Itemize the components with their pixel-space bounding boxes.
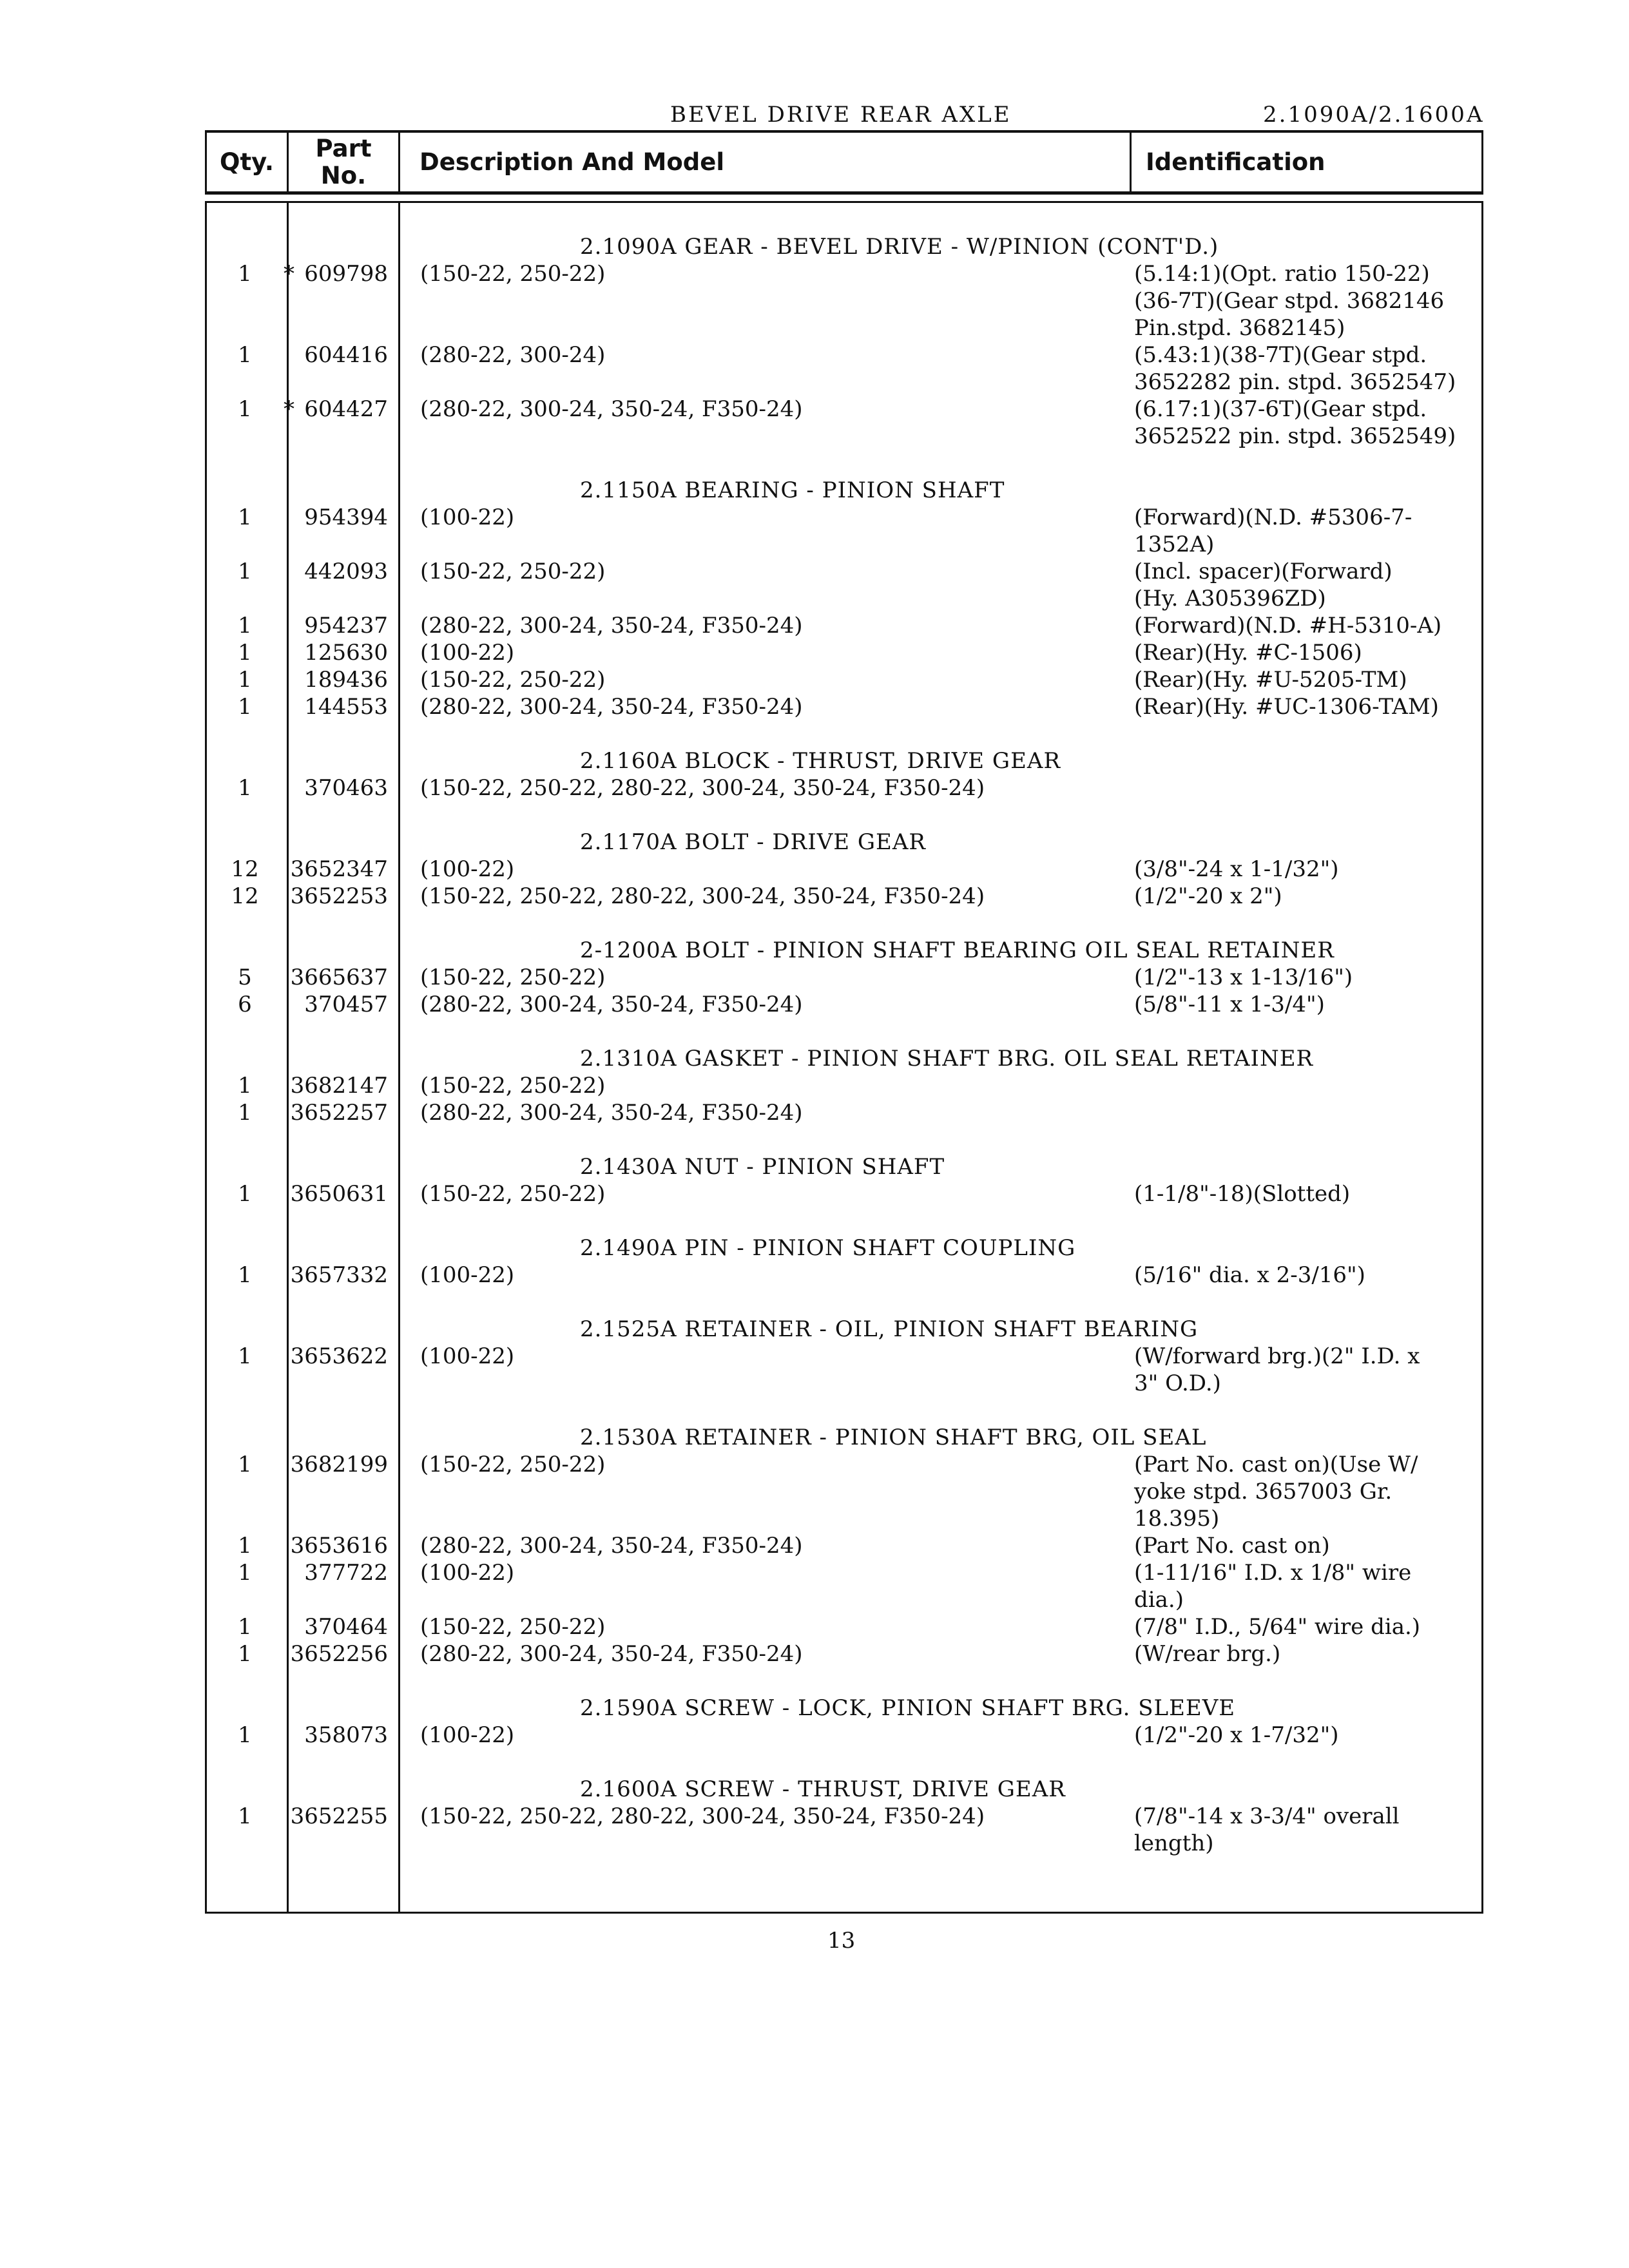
qty-cell: 1 <box>238 1560 252 1586</box>
identification-cell: (5.14:1)(Opt. ratio 150-22) (36-7T)(Gear stpd. 3682146 Pin.stpd. 3682145) <box>1134 261 1445 341</box>
description-cell: (100-22) <box>420 505 515 530</box>
identification-cell: (Rear)(Hy. #U-5205-TM) <box>1134 667 1407 693</box>
group-spacer <box>0 1397 1629 1424</box>
description-cell: (280-22, 300-24) <box>420 342 606 368</box>
group-spacer <box>0 720 1629 747</box>
identification-cell: (W/forward brg.)(2" I.D. x 3" O.D.) <box>1134 1343 1420 1396</box>
table-row <box>0 1180 1629 1207</box>
group-heading-text: 2.1160A BLOCK - THRUST, DRIVE GEAR <box>580 748 1061 774</box>
group-heading-text: 2.1600A SCREW - THRUST, DRIVE GEAR <box>580 1776 1066 1802</box>
part-number-cell: 189436 <box>304 667 388 693</box>
identification-cell: (Rear)(Hy. #UC-1306-TAM) <box>1134 694 1439 720</box>
table-row <box>0 883 1629 910</box>
part-number-cell: 3652253 <box>290 883 388 909</box>
group-heading <box>0 477 1629 504</box>
identification-cell: (1/2"-13 x 1-13/16") <box>1134 965 1353 990</box>
qty-cell: 1 <box>238 1533 252 1559</box>
part-number-cell: 3650631 <box>290 1181 388 1207</box>
qty-cell: 1 <box>238 1073 252 1099</box>
table-row <box>0 1803 1629 1857</box>
qty-cell: 1 <box>238 1181 252 1207</box>
table-row <box>0 558 1629 612</box>
qty-cell: 1 <box>238 559 252 584</box>
group-heading <box>0 747 1629 774</box>
qty-cell: 1 <box>238 396 252 422</box>
table-row <box>0 1262 1629 1289</box>
description-cell: (100-22) <box>420 856 515 882</box>
table-row <box>0 774 1629 802</box>
description-cell: (150-22, 250-22, 280-22, 300-24, 350-24, F350-24) <box>420 883 985 909</box>
column-header-identification: Identification <box>1146 148 1325 176</box>
part-number-cell: 3653622 <box>290 1343 388 1369</box>
part-number-cell: 3653616 <box>290 1533 388 1559</box>
group-spacer <box>0 1207 1629 1235</box>
group-heading-text: 2.1430A NUT - PINION SHAFT <box>580 1154 945 1180</box>
qty-cell: 1 <box>238 342 252 368</box>
group-heading <box>0 829 1629 856</box>
group-spacer <box>0 802 1629 829</box>
group-heading <box>0 937 1629 964</box>
table-row <box>0 991 1629 1018</box>
part-number-cell: 3652257 <box>290 1100 388 1126</box>
description-cell: (280-22, 300-24, 350-24, F350-24) <box>420 613 803 639</box>
description-cell: (150-22, 250-22) <box>420 1614 606 1640</box>
description-cell: (150-22, 250-22, 280-22, 300-24, 350-24, F350-24) <box>420 775 985 801</box>
group-heading <box>0 1424 1629 1451</box>
qty-cell: 1 <box>238 775 252 801</box>
part-number-cell: 3652256 <box>290 1641 388 1667</box>
table-row <box>0 693 1629 720</box>
description-cell: (150-22, 250-22) <box>420 1452 606 1477</box>
group-spacer <box>0 1667 1629 1695</box>
description-cell: (280-22, 300-24, 350-24, F350-24) <box>420 396 803 422</box>
table-row <box>0 1559 1629 1613</box>
part-number-cell: 442093 <box>304 559 388 584</box>
group-heading-text: 2.1525A RETAINER - OIL, PINION SHAFT BEARING <box>580 1316 1199 1342</box>
table-row <box>0 1722 1629 1749</box>
group-spacer <box>0 1018 1629 1045</box>
group-heading <box>0 1316 1629 1343</box>
table-row <box>0 260 1629 341</box>
identification-cell: (Forward)(N.D. #5306-7- 1352A) <box>1134 505 1412 557</box>
group-heading <box>0 1153 1629 1180</box>
part-number-cell: 604416 <box>304 342 388 368</box>
identification-cell: (7/8"-14 x 3-3/4" overall length) <box>1134 1803 1400 1856</box>
description-cell: (100-22) <box>420 1262 515 1288</box>
part-number-cell: 604427 <box>304 396 388 422</box>
description-cell: (100-22) <box>420 1560 515 1586</box>
identification-cell: (Part No. cast on)(Use W/ yoke stpd. 3657003 Gr. 18.395) <box>1134 1452 1418 1532</box>
group-spacer <box>0 1126 1629 1153</box>
table-row <box>0 1072 1629 1099</box>
group-heading-text: 2-1200A BOLT - PINION SHAFT BEARING OIL SEAL RETAINER <box>580 937 1335 963</box>
identification-cell: (Incl. spacer)(Forward) (Hy. A305396ZD) <box>1134 559 1393 611</box>
qty-cell: 1 <box>238 1641 252 1667</box>
group-heading <box>0 1776 1629 1803</box>
group-heading <box>0 1045 1629 1072</box>
table-row <box>0 964 1629 991</box>
group-heading <box>0 1235 1629 1262</box>
table-row <box>0 396 1629 450</box>
table-row <box>0 1343 1629 1397</box>
group-heading-text: 2.1590A SCREW - LOCK, PINION SHAFT BRG. SLEEVE <box>580 1695 1236 1721</box>
parts-list <box>0 233 1629 1857</box>
table-row <box>0 856 1629 883</box>
group-spacer <box>0 910 1629 937</box>
qty-cell: 1 <box>238 505 252 530</box>
star-marker: * <box>284 396 294 422</box>
group-heading-text: 2.1170A BOLT - DRIVE GEAR <box>580 829 927 855</box>
identification-cell: (W/rear brg.) <box>1134 1641 1281 1667</box>
description-cell: (150-22, 250-22) <box>420 1073 606 1099</box>
qty-cell: 1 <box>238 1722 252 1748</box>
table-row <box>0 504 1629 558</box>
part-number-cell: 377722 <box>304 1560 388 1586</box>
part-number-cell: 954394 <box>304 505 388 530</box>
part-number-cell: 3652347 <box>290 856 388 882</box>
part-number-cell: 370457 <box>304 992 388 1017</box>
description-cell: (150-22, 250-22) <box>420 1181 606 1207</box>
identification-cell: (3/8"-24 x 1-1/32") <box>1134 856 1339 882</box>
description-cell: (280-22, 300-24, 350-24, F350-24) <box>420 992 803 1017</box>
part-number-cell: 144553 <box>304 694 388 720</box>
identification-cell: (1-11/16" I.D. x 1/8" wire dia.) <box>1134 1560 1412 1613</box>
identification-cell: (1/2"-20 x 1-7/32") <box>1134 1722 1339 1748</box>
qty-cell: 1 <box>238 1614 252 1640</box>
part-number-cell: 358073 <box>304 1722 388 1748</box>
identification-cell: (Rear)(Hy. #C-1506) <box>1134 640 1362 666</box>
qty-cell: 1 <box>238 1452 252 1477</box>
description-cell: (280-22, 300-24, 350-24, F350-24) <box>420 694 803 720</box>
qty-cell: 5 <box>238 965 252 990</box>
description-cell: (150-22, 250-22) <box>420 965 606 990</box>
identification-cell: (1-1/8"-18)(Slotted) <box>1134 1181 1351 1207</box>
description-cell: (280-22, 300-24, 350-24, F350-24) <box>420 1641 803 1667</box>
table-row <box>0 341 1629 396</box>
qty-cell: 1 <box>238 1262 252 1288</box>
qty-cell: 12 <box>231 883 259 909</box>
identification-cell: (1/2"-20 x 2") <box>1134 883 1282 909</box>
group-heading <box>0 1695 1629 1722</box>
table-row <box>0 666 1629 693</box>
part-number-cell: 3657332 <box>290 1262 388 1288</box>
group-spacer <box>0 450 1629 477</box>
column-header-description: Description And Model <box>419 148 725 176</box>
part-number-cell: 609798 <box>304 261 388 287</box>
qty-cell: 1 <box>238 613 252 639</box>
qty-cell: 1 <box>238 261 252 287</box>
page-title: BEVEL DRIVE REAR AXLE <box>670 102 1012 128</box>
description-cell: (280-22, 300-24, 350-24, F350-24) <box>420 1100 803 1126</box>
identification-cell: (5.43:1)(38-7T)(Gear stpd. 3652282 pin. stpd. 3652547) <box>1134 342 1456 395</box>
description-cell: (150-22, 250-22, 280-22, 300-24, 350-24, F350-24) <box>420 1803 985 1829</box>
identification-cell: (Part No. cast on) <box>1134 1533 1330 1559</box>
identification-cell: (6.17:1)(37-6T)(Gear stpd. 3652522 pin. stpd. 3652549) <box>1134 396 1456 449</box>
group-heading <box>0 233 1629 260</box>
group-heading-text: 2.1310A GASKET - PINION SHAFT BRG. OIL SEAL RETAINER <box>580 1046 1314 1072</box>
identification-cell: (Forward)(N.D. #H-5310-A) <box>1134 613 1442 639</box>
column-header-part: Part No. <box>315 134 372 189</box>
part-number-cell: 3682199 <box>290 1452 388 1477</box>
part-number-cell: 370464 <box>304 1614 388 1640</box>
qty-cell: 1 <box>238 1343 252 1369</box>
part-number-cell: 125630 <box>304 640 388 666</box>
qty-cell: 1 <box>238 667 252 693</box>
section-code: 2.1090A/2.1600A <box>1263 102 1485 128</box>
qty-cell: 12 <box>231 856 259 882</box>
description-cell: (150-22, 250-22) <box>420 667 606 693</box>
identification-cell: (5/8"-11 x 1-3/4") <box>1134 992 1325 1017</box>
part-number-cell: 3652255 <box>290 1803 388 1829</box>
group-heading-text: 2.1150A BEARING - PINION SHAFT <box>580 477 1005 503</box>
description-cell: (280-22, 300-24, 350-24, F350-24) <box>420 1533 803 1559</box>
group-heading-text: 2.1490A PIN - PINION SHAFT COUPLING <box>580 1235 1076 1261</box>
description-cell: (100-22) <box>420 1722 515 1748</box>
table-row <box>0 1640 1629 1667</box>
part-number-cell: 3682147 <box>290 1073 388 1099</box>
group-spacer <box>0 1289 1629 1316</box>
column-header-row <box>205 130 1483 195</box>
qty-cell: 1 <box>238 694 252 720</box>
part-number-cell: 954237 <box>304 613 388 639</box>
identification-cell: (7/8" I.D., 5/64" wire dia.) <box>1134 1614 1421 1640</box>
table-row <box>0 1532 1629 1559</box>
description-cell: (100-22) <box>420 1343 515 1369</box>
description-cell: (100-22) <box>420 640 515 666</box>
qty-cell: 1 <box>238 640 252 666</box>
table-row <box>0 612 1629 639</box>
table-row <box>0 1451 1629 1532</box>
description-cell: (150-22, 250-22) <box>420 261 606 287</box>
qty-cell: 6 <box>238 992 252 1017</box>
page-number: 13 <box>827 1928 856 1954</box>
group-heading-text: 2.1090A GEAR - BEVEL DRIVE - W/PINION (CONT'D.) <box>580 234 1219 260</box>
qty-cell: 1 <box>238 1803 252 1829</box>
table-row <box>0 1099 1629 1126</box>
column-header-qty: Qty. <box>220 148 274 176</box>
group-heading-text: 2.1530A RETAINER - PINION SHAFT BRG, OIL SEAL <box>580 1425 1207 1450</box>
star-marker: * <box>284 261 294 287</box>
table-row <box>0 1613 1629 1640</box>
part-number-cell: 370463 <box>304 775 388 801</box>
part-number-cell: 3665637 <box>290 965 388 990</box>
group-spacer <box>0 1749 1629 1776</box>
qty-cell: 1 <box>238 1100 252 1126</box>
identification-cell: (5/16" dia. x 2-3/16") <box>1134 1262 1365 1288</box>
description-cell: (150-22, 250-22) <box>420 559 606 584</box>
table-row <box>0 639 1629 666</box>
